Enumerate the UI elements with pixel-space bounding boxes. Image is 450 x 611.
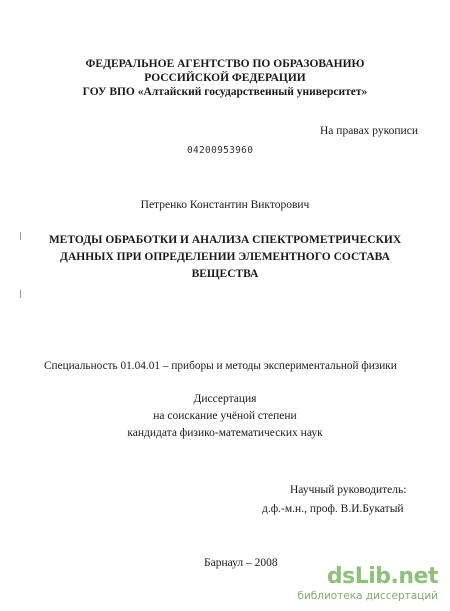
supervisor-name: д.ф.-м.н., проф. В.И.Букатый — [262, 503, 404, 515]
dissertation-title-line-3: ВЕЩЕСТВА — [191, 268, 259, 280]
rights-note: На правах рукописи — [320, 125, 418, 137]
author-name: Петренко Константин Викторович — [140, 199, 310, 211]
supervisor-label: Научный руководитель: — [290, 484, 407, 496]
watermark-logo — [278, 564, 438, 604]
watermark-subtitle: библиотека диссертаций — [297, 590, 438, 602]
specialty: Специальность 01.04.01 – приборы и методы экспериментальной физики — [44, 360, 397, 372]
dissertation-title-line-1: МЕТОДЫ ОБРАБОТКИ И АНАЛИЗА СПЕКТРОМЕТРИЧЕСКИХ — [48, 234, 402, 246]
document-code: 04200953960 — [187, 145, 254, 156]
agency-country: РОССИЙСКОЙ ФЕДЕРАЦИИ — [144, 72, 306, 84]
margin-mark — [20, 290, 21, 298]
city-year: Барнаул – 2008 — [204, 557, 278, 569]
agency-title: ФЕДЕРАЛЬНОЕ АГЕНТСТВО ПО ОБРАЗОВАНИЮ — [85, 58, 365, 70]
degree-purpose: на соискание учёной степени — [153, 410, 297, 422]
watermark-brand: dsLib.net — [326, 564, 438, 589]
dissertation-title-line-2: ДАННЫХ ПРИ ОПРЕДЕЛЕНИИ ЭЛЕМЕНТНОГО СОСТАВА — [60, 251, 390, 263]
degree-name: кандидата физико-математических наук — [127, 427, 323, 439]
dissertation-label: Диссертация — [193, 393, 257, 405]
university-name: ГОУ ВПО «Алтайский государственный университет» — [82, 86, 368, 98]
